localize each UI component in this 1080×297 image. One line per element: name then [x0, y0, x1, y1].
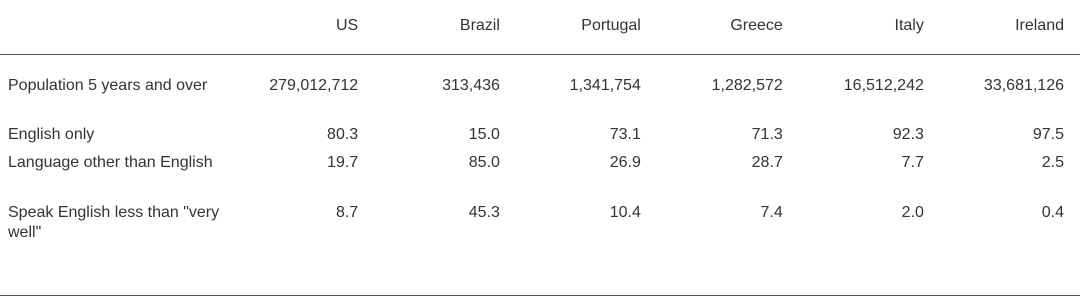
row-label: Population 5 years and over	[8, 77, 208, 94]
table-row	[0, 197, 1080, 248]
column-header-greece: Greece	[641, 0, 783, 55]
table-cell: 97.5	[1032, 126, 1064, 143]
column-header-ireland: Ireland	[924, 0, 1080, 55]
table-cell: 1,282,572	[711, 77, 783, 94]
row-label: Speak English less than "very well"	[8, 204, 220, 241]
table-cell: 73.1	[609, 126, 641, 143]
table-cell: 28.7	[751, 154, 783, 171]
table-header-row	[0, 0, 1080, 55]
table-cell: 85.0	[468, 154, 500, 171]
column-header-brazil: Brazil	[358, 0, 500, 55]
table-cell: 8.7	[335, 204, 359, 221]
table-cell: 2.0	[901, 204, 924, 221]
column-header-us: US	[222, 0, 358, 55]
column-header-empty	[0, 0, 222, 55]
column-header-italy: Italy	[783, 0, 924, 55]
table-cell: 2.5	[1041, 154, 1064, 171]
table-cell: 7.4	[760, 204, 783, 221]
table-cell: 15.0	[468, 126, 500, 143]
table-cell: 80.3	[327, 126, 359, 143]
table-cell: 33,681,126	[983, 77, 1064, 94]
table-cell: 7.7	[901, 154, 924, 171]
table-cell: 71.3	[751, 126, 783, 143]
table-cell: 0.4	[1041, 204, 1064, 221]
table-cell: 10.4	[609, 204, 641, 221]
table-cell: 19.7	[327, 154, 359, 171]
table-cell: 1,341,754	[569, 77, 641, 94]
row-label: English only	[8, 126, 95, 143]
table-row	[0, 148, 1080, 197]
table-cell: 16,512,242	[843, 77, 924, 94]
table-cell: 92.3	[892, 126, 924, 143]
table-bottom-rule	[0, 295, 1080, 296]
table-row	[0, 120, 1080, 148]
table-cell: 45.3	[468, 204, 500, 221]
table-cell: 279,012,712	[269, 77, 359, 94]
row-label: Language other than English	[8, 154, 213, 171]
column-header-portugal: Portugal	[500, 0, 641, 55]
table-cell: 26.9	[609, 154, 641, 171]
table-cell: 313,436	[442, 77, 500, 94]
table-row	[0, 55, 1080, 121]
